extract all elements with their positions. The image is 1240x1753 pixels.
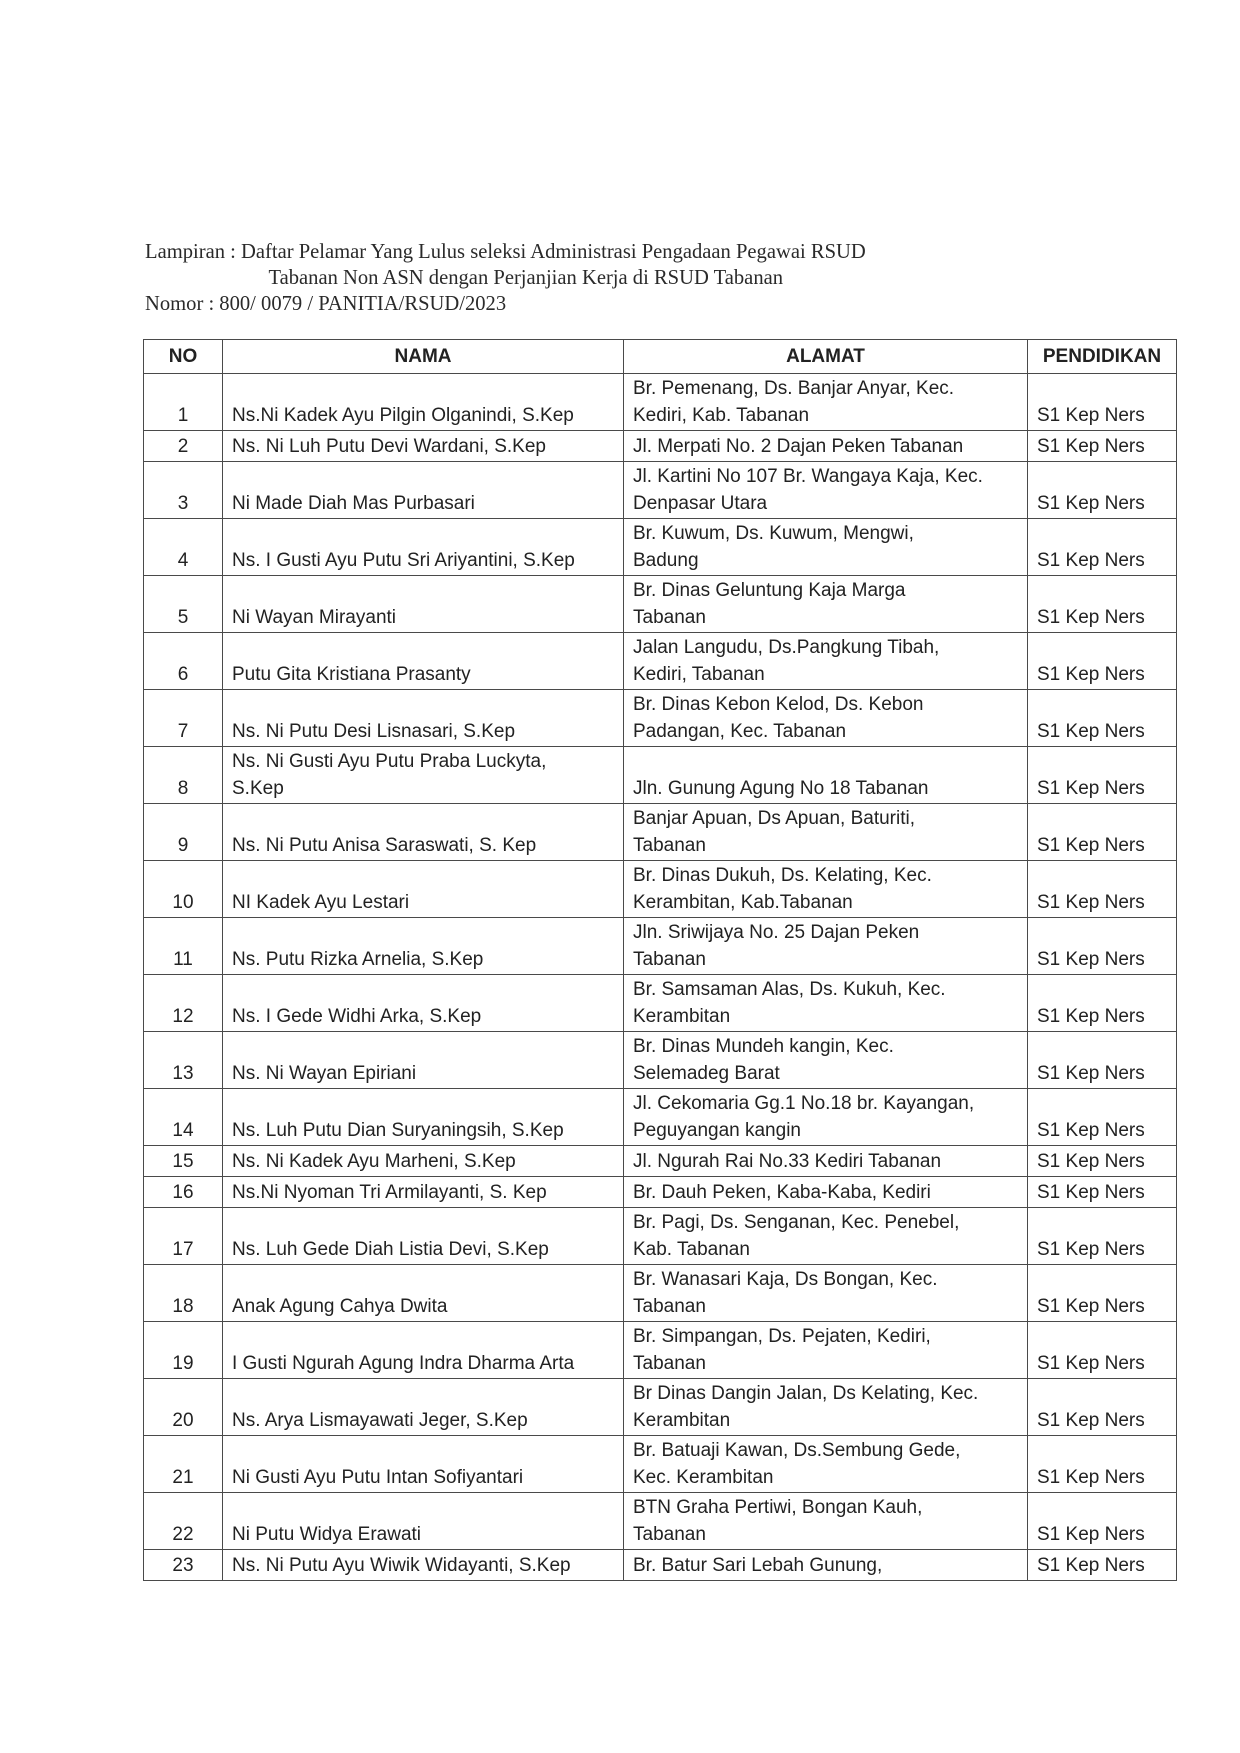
alamat-line: Kediri, Tabanan — [633, 664, 765, 685]
lampiran-line-continued: Tabanan Non ASN dengan Perjanjian Kerja di RSUD Tabanan — [268, 265, 784, 289]
cell-nama — [223, 519, 624, 576]
cell-nama — [223, 1177, 624, 1208]
cell-no: 11 — [144, 918, 223, 975]
cell-pendidikan: S1 Kep Ners — [1028, 1089, 1177, 1146]
table-row — [144, 1493, 1177, 1550]
cell-pendidikan: S1 Kep Ners — [1028, 1379, 1177, 1436]
alamat-line: Kediri, Kab. Tabanan — [633, 405, 810, 426]
table-row — [144, 1032, 1177, 1089]
alamat-line: Jln. Gunung Agung No 18 Tabanan — [633, 778, 929, 799]
cell-pendidikan: S1 Kep Ners — [1028, 975, 1177, 1032]
cell-no: 6 — [144, 633, 223, 690]
nama-line: Ns. Arya Lismayawati Jeger, S.Kep — [232, 1410, 528, 1431]
alamat-line: Br. Wanasari Kaja, Ds Bongan, Kec. — [633, 1269, 938, 1290]
cell-alamat — [624, 462, 1028, 519]
table-row — [144, 1322, 1177, 1379]
cell-nama — [223, 1550, 624, 1581]
alamat-line: Tabanan — [633, 607, 706, 628]
alamat-line: Br Dinas Dangin Jalan, Ds Kelating, Kec. — [633, 1383, 979, 1404]
nama-line: Putu Gita Kristiana Prasanty — [232, 664, 471, 685]
table-body — [144, 374, 1177, 1581]
cell-alamat — [624, 690, 1028, 747]
table-row — [144, 1436, 1177, 1493]
cell-pendidikan: S1 Kep Ners — [1028, 1550, 1177, 1581]
nama-line: I Gusti Ngurah Agung Indra Dharma Arta — [232, 1353, 575, 1374]
cell-alamat — [624, 1146, 1028, 1177]
alamat-line: Br. Dinas Mundeh kangin, Kec. — [633, 1036, 894, 1057]
table-row — [144, 690, 1177, 747]
cell-pendidikan: S1 Kep Ners — [1028, 462, 1177, 519]
table-row — [144, 1265, 1177, 1322]
nama-line: Ns. I Gede Widhi Arka, S.Kep — [232, 1006, 482, 1027]
alamat-line: Jln. Sriwijaya No. 25 Dajan Peken — [633, 922, 920, 943]
cell-nama — [223, 1322, 624, 1379]
cell-nama — [223, 1032, 624, 1089]
cell-no: 15 — [144, 1146, 223, 1177]
nama-line: NI Kadek Ayu Lestari — [232, 892, 410, 913]
table-row — [144, 1208, 1177, 1265]
alamat-line: Br. Dinas Kebon Kelod, Ds. Kebon — [633, 694, 924, 715]
alamat-line: Tabanan — [633, 1353, 706, 1374]
table-header-row — [144, 340, 1177, 374]
lampiran-line: Lampiran : Daftar Pelamar Yang Lulus seleksi Administrasi Pengadaan Pegawai RSUD — [145, 239, 866, 263]
cell-nama — [223, 747, 624, 804]
nama-line: S.Kep — [232, 778, 284, 799]
cell-nama — [223, 690, 624, 747]
alamat-line: Jl. Ngurah Rai No.33 Kediri Tabanan — [633, 1151, 942, 1172]
alamat-line: Denpasar Utara — [633, 493, 768, 514]
cell-pendidikan: S1 Kep Ners — [1028, 1032, 1177, 1089]
table-row — [144, 747, 1177, 804]
table-row — [144, 1550, 1177, 1581]
cell-pendidikan: S1 Kep Ners — [1028, 861, 1177, 918]
nama-line: Ns. Ni Putu Desi Lisnasari, S.Kep — [232, 721, 516, 742]
cell-no: 8 — [144, 747, 223, 804]
cell-nama — [223, 576, 624, 633]
cell-alamat — [624, 519, 1028, 576]
cell-no: 16 — [144, 1177, 223, 1208]
table-row — [144, 1089, 1177, 1146]
alamat-line: Br. Kuwum, Ds. Kuwum, Mengwi, — [633, 523, 914, 544]
alamat-line: Br. Pagi, Ds. Senganan, Kec. Penebel, — [633, 1212, 960, 1233]
alamat-line: Br. Pemenang, Ds. Banjar Anyar, Kec. — [633, 378, 955, 399]
cell-alamat — [624, 1436, 1028, 1493]
cell-no: 23 — [144, 1550, 223, 1581]
cell-pendidikan: S1 Kep Ners — [1028, 431, 1177, 462]
cell-pendidikan: S1 Kep Ners — [1028, 1146, 1177, 1177]
cell-pendidikan: S1 Kep Ners — [1028, 1265, 1177, 1322]
nama-line: Ns. Ni Putu Anisa Saraswati, S. Kep — [232, 835, 537, 856]
alamat-line: Banjar Apuan, Ds Apuan, Baturiti, — [633, 808, 916, 829]
cell-no: 12 — [144, 975, 223, 1032]
cell-no: 10 — [144, 861, 223, 918]
cell-nama — [223, 1146, 624, 1177]
cell-alamat — [624, 918, 1028, 975]
cell-alamat — [624, 633, 1028, 690]
nama-line: Ns. Ni Gusti Ayu Putu Praba Luckyta, — [232, 751, 547, 772]
nama-line: Ns. Ni Kadek Ayu Marheni, S.Kep — [232, 1151, 516, 1172]
alamat-line: Kerambitan — [633, 1006, 731, 1027]
cell-no: 9 — [144, 804, 223, 861]
cell-alamat — [624, 1089, 1028, 1146]
nama-line: Ns. Luh Gede Diah Listia Devi, S.Kep — [232, 1239, 549, 1260]
applicant-table — [143, 339, 1177, 1581]
cell-alamat — [624, 1493, 1028, 1550]
cell-no: 14 — [144, 1089, 223, 1146]
alamat-line: Badung — [633, 550, 699, 571]
cell-nama — [223, 1436, 624, 1493]
alamat-line: Br. Batuaji Kawan, Ds.Sembung Gede, — [633, 1440, 961, 1461]
nama-line: Ni Made Diah Mas Purbasari — [232, 493, 475, 514]
cell-nama — [223, 804, 624, 861]
cell-pendidikan: S1 Kep Ners — [1028, 747, 1177, 804]
cell-nama — [223, 633, 624, 690]
cell-nama — [223, 1379, 624, 1436]
cell-pendidikan: S1 Kep Ners — [1028, 633, 1177, 690]
nama-line: Ns. Ni Putu Ayu Wiwik Widayanti, S.Kep — [232, 1555, 571, 1576]
cell-alamat — [624, 1032, 1028, 1089]
column-header-nama: NAMA — [223, 340, 624, 374]
cell-no: 3 — [144, 462, 223, 519]
cell-no: 22 — [144, 1493, 223, 1550]
alamat-line: Br. Dinas Dukuh, Ds. Kelating, Kec. — [633, 865, 932, 886]
cell-no: 17 — [144, 1208, 223, 1265]
cell-nama — [223, 975, 624, 1032]
table-row — [144, 462, 1177, 519]
table-row — [144, 861, 1177, 918]
cell-pendidikan: S1 Kep Ners — [1028, 1436, 1177, 1493]
cell-pendidikan: S1 Kep Ners — [1028, 1177, 1177, 1208]
cell-alamat — [624, 374, 1028, 431]
nama-line: Ns. Ni Wayan Epiriani — [232, 1063, 417, 1084]
table-row — [144, 975, 1177, 1032]
column-header-alamat: ALAMAT — [624, 340, 1028, 374]
cell-alamat — [624, 1265, 1028, 1322]
cell-pendidikan: S1 Kep Ners — [1028, 576, 1177, 633]
nama-line: Ni Wayan Mirayanti — [232, 607, 397, 628]
cell-no: 5 — [144, 576, 223, 633]
nama-line: Ni Gusti Ayu Putu Intan Sofiyantari — [232, 1467, 524, 1488]
cell-alamat — [624, 1550, 1028, 1581]
cell-alamat — [624, 1177, 1028, 1208]
cell-pendidikan: S1 Kep Ners — [1028, 374, 1177, 431]
alamat-line: Kerambitan — [633, 1410, 731, 1431]
column-header-pendidikan: PENDIDIKAN — [1028, 340, 1177, 374]
cell-alamat — [624, 804, 1028, 861]
alamat-line: Br. Batur Sari Lebah Gunung, — [633, 1555, 883, 1576]
table-row — [144, 633, 1177, 690]
cell-alamat — [624, 861, 1028, 918]
alamat-line: Selemadeg Barat — [633, 1063, 780, 1084]
cell-pendidikan: S1 Kep Ners — [1028, 918, 1177, 975]
column-header-no: NO — [144, 340, 223, 374]
nomor-line: Nomor : 800/ 0079 / PANITIA/RSUD/2023 — [145, 291, 507, 315]
cell-alamat — [624, 747, 1028, 804]
nama-line: Ns. Putu Rizka Arnelia, S.Kep — [232, 949, 484, 970]
alamat-line: Br. Dauh Peken, Kaba-Kaba, Kediri — [633, 1182, 931, 1203]
alamat-line: Kab. Tabanan — [633, 1239, 750, 1260]
cell-alamat — [624, 975, 1028, 1032]
cell-no: 18 — [144, 1265, 223, 1322]
cell-nama — [223, 918, 624, 975]
cell-pendidikan: S1 Kep Ners — [1028, 690, 1177, 747]
cell-pendidikan: S1 Kep Ners — [1028, 804, 1177, 861]
cell-pendidikan: S1 Kep Ners — [1028, 1322, 1177, 1379]
alamat-line: BTN Graha Pertiwi, Bongan Kauh, — [633, 1497, 923, 1518]
cell-nama — [223, 1208, 624, 1265]
alamat-line: Peguyangan kangin — [633, 1120, 801, 1141]
cell-no: 20 — [144, 1379, 223, 1436]
cell-alamat — [624, 1208, 1028, 1265]
table-row — [144, 1379, 1177, 1436]
cell-nama — [223, 374, 624, 431]
table-row — [144, 804, 1177, 861]
alamat-line: Jl. Merpati No. 2 Dajan Peken Tabanan — [633, 436, 964, 457]
table-row — [144, 374, 1177, 431]
nama-line: Ni Putu Widya Erawati — [232, 1524, 422, 1545]
cell-nama — [223, 861, 624, 918]
table-row — [144, 576, 1177, 633]
alamat-line: Kec. Kerambitan — [633, 1467, 774, 1488]
cell-alamat — [624, 1379, 1028, 1436]
document-header — [145, 238, 866, 316]
cell-no: 2 — [144, 431, 223, 462]
nama-line: Ns.Ni Nyoman Tri Armilayanti, S. Kep — [232, 1182, 547, 1203]
alamat-line: Jl. Cekomaria Gg.1 No.18 br. Kayangan, — [633, 1093, 975, 1114]
cell-nama — [223, 1089, 624, 1146]
table-row — [144, 431, 1177, 462]
cell-alamat — [624, 1322, 1028, 1379]
nama-line: Anak Agung Cahya Dwita — [232, 1296, 448, 1317]
cell-no: 4 — [144, 519, 223, 576]
cell-no: 7 — [144, 690, 223, 747]
cell-nama — [223, 431, 624, 462]
nama-line: Ns. Luh Putu Dian Suryaningsih, S.Kep — [232, 1120, 564, 1141]
cell-pendidikan: S1 Kep Ners — [1028, 1208, 1177, 1265]
cell-alamat — [624, 431, 1028, 462]
cell-no: 21 — [144, 1436, 223, 1493]
cell-pendidikan: S1 Kep Ners — [1028, 519, 1177, 576]
alamat-line: Br. Samsaman Alas, Ds. Kukuh, Kec. — [633, 979, 946, 1000]
table-row — [144, 1146, 1177, 1177]
cell-nama — [223, 462, 624, 519]
nama-line: Ns. Ni Luh Putu Devi Wardani, S.Kep — [232, 436, 546, 457]
alamat-line: Tabanan — [633, 835, 706, 856]
table-row — [144, 1177, 1177, 1208]
alamat-line: Jalan Langudu, Ds.Pangkung Tibah, — [633, 637, 940, 658]
cell-no: 1 — [144, 374, 223, 431]
cell-nama — [223, 1493, 624, 1550]
nama-line: Ns.Ni Kadek Ayu Pilgin Olganindi, S.Kep — [232, 405, 574, 426]
alamat-line: Padangan, Kec. Tabanan — [633, 721, 847, 742]
alamat-line: Br. Dinas Geluntung Kaja Marga — [633, 580, 906, 601]
alamat-line: Jl. Kartini No 107 Br. Wangaya Kaja, Kec. — [633, 466, 983, 487]
table-row — [144, 519, 1177, 576]
alamat-line: Tabanan — [633, 1524, 706, 1545]
cell-alamat — [624, 576, 1028, 633]
cell-no: 13 — [144, 1032, 223, 1089]
nama-line: Ns. I Gusti Ayu Putu Sri Ariyantini, S.Kep — [232, 550, 575, 571]
alamat-line: Kerambitan, Kab.Tabanan — [633, 892, 853, 913]
table-row — [144, 918, 1177, 975]
cell-nama — [223, 1265, 624, 1322]
cell-pendidikan: S1 Kep Ners — [1028, 1493, 1177, 1550]
alamat-line: Tabanan — [633, 949, 706, 970]
cell-no: 19 — [144, 1322, 223, 1379]
alamat-line: Tabanan — [633, 1296, 706, 1317]
alamat-line: Br. Simpangan, Ds. Pejaten, Kediri, — [633, 1326, 931, 1347]
